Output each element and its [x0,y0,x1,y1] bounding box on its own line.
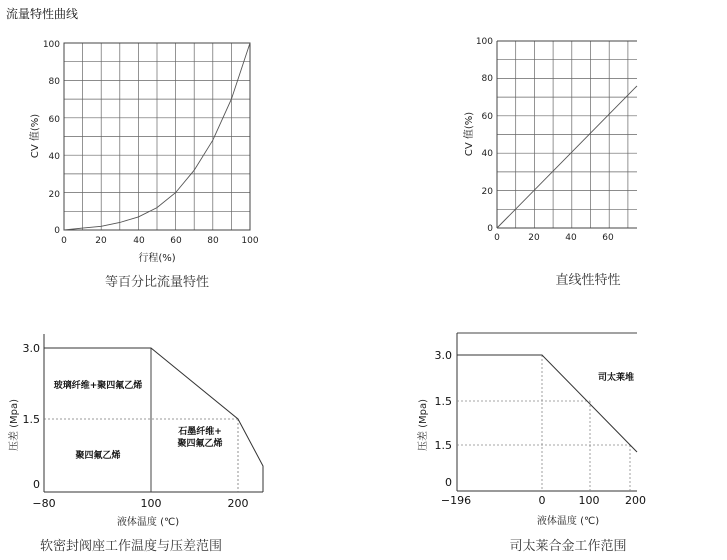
c2-ytick: 0 [487,224,493,234]
c3-limit-line [44,348,263,492]
c2-xtick: 40 [565,233,577,243]
c2-ytick: 20 [481,187,493,197]
c2-caption: 直线性特性 [555,273,621,288]
chart-linear [462,37,637,288]
c2-xtick: 0 [494,233,500,243]
c1-y-axis-label: CV 值(%) [30,113,41,159]
c1-grid [64,43,250,230]
c4-x-axis-label: 液体温度 (℃) [536,516,600,527]
c3-x-axis-label: 液体温度 (℃) [116,517,180,528]
c4-ytick: 1.5 [434,439,452,452]
c1-xtick: 20 [95,236,107,246]
c3-y-axis-label: 压差 (Mpa) [9,398,20,452]
c3-xtick: −80 [32,497,56,510]
chart-equal-percentage [28,40,259,290]
c2-grid [497,41,637,228]
c1-x-ticks [61,236,259,246]
c3-caption: 软密封阀座工作温度与压差范围 [39,539,223,554]
c2-series-line [497,86,637,228]
c2-ytick: 40 [481,149,493,159]
c2-xtick: 20 [528,233,540,243]
c3-xtick: 200 [227,497,249,510]
c4-xtick: −196 [440,494,472,507]
c3-region-label: 石墨纤维+ [178,427,222,437]
c1-ytick: 80 [48,77,60,87]
c3-region-label: 聚四氟乙烯 [177,439,223,449]
page-title: 流量特性曲线 [6,7,79,21]
c1-x-axis-label: 行程(%) [138,253,176,264]
chart-stellite [416,333,646,554]
c3-region-label: 玻璃纤维+聚四氟乙烯 [53,381,143,391]
c4-xtick: 100 [578,494,600,507]
c3-ytick: 3.0 [22,342,40,355]
c4-limit-line [457,355,637,452]
c1-ytick: 20 [48,190,60,200]
c1-xtick: 0 [61,236,67,246]
c2-y-axis-label: CV 值(%) [464,111,475,157]
c2-ytick: 100 [475,37,493,47]
c1-ytick: 40 [48,152,60,162]
c4-region-label: 司太莱堆 [598,373,635,383]
c4-ytick: 0 [445,476,452,489]
c4-ytick: 1.5 [434,395,452,408]
c4-xtick: 200 [625,494,646,507]
c1-y-ticks [43,40,60,236]
chart-soft-seal [7,334,263,554]
c3-ytick: 1.5 [22,413,40,426]
c4-caption: 司太莱合金工作范围 [509,539,627,554]
c1-xtick: 80 [207,236,219,246]
c1-xtick: 100 [241,236,259,246]
c1-xtick: 60 [170,236,182,246]
c2-xtick: 60 [602,233,614,243]
c1-caption: 等百分比流量特性 [104,275,210,290]
c3-ytick: 0 [33,478,40,491]
c2-x-ticks [494,233,614,243]
c4-xtick: 0 [538,494,546,507]
c1-ytick: 60 [48,115,60,125]
c2-ytick: 60 [481,112,493,122]
c1-xtick: 40 [133,236,145,246]
c4-y-axis-label: 压差 (Mpa) [418,398,429,452]
c3-region-label: 聚四氟乙烯 [75,451,121,461]
c4-ytick: 3.0 [434,349,452,362]
c2-y-ticks [476,37,493,234]
c2-ytick: 80 [481,74,493,84]
c3-xtick: 100 [140,497,162,510]
c1-ytick: 100 [42,40,60,50]
c1-ytick: 0 [54,226,60,236]
